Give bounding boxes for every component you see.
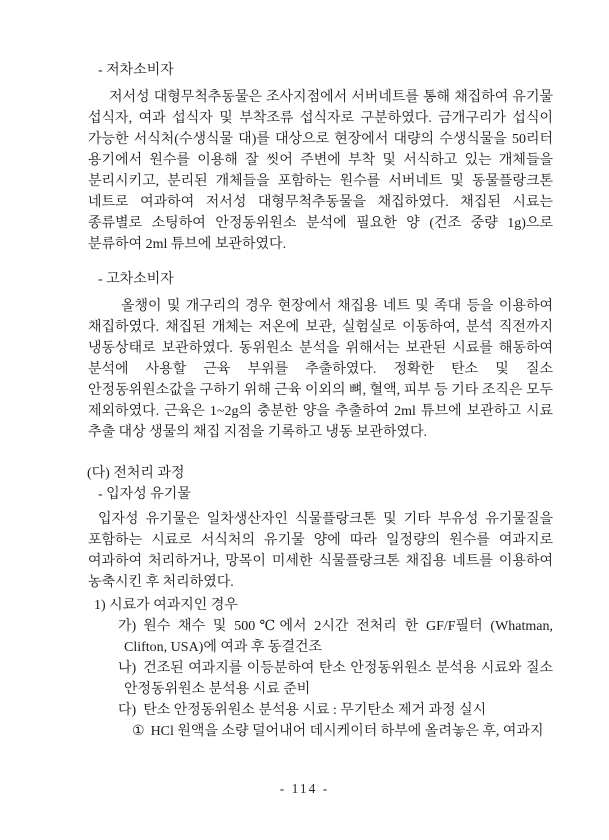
subsection-heading-particulate-organic-matter: - 입자성 유기물 — [98, 487, 191, 502]
list-item-substep-1 — [132, 721, 553, 742]
list-item-text: HCl 원액을 소량 덜어내어 데시케이터 하부에 올려놓은 후, 여과지 — [150, 724, 544, 739]
list-item-step-na — [118, 658, 553, 700]
list-item-label: 다) — [118, 703, 137, 718]
page-number: - 114 - — [279, 781, 330, 796]
paragraph-low-consumer: 저서성 대형무척추동물은 조사지점에서 서버네트를 통해 채집하여 유기물 섭식자, 여과 섭식자 및 부착조류 섭식자로 구분하였다. 금개구리가 섭식이 가능한 서식처(수생식물 대)를 대상으로 현장에서 대량의 수생식물을 50리터 용기에서 원수를 이용해 잘 씻어 주변에 부착 및 서식하고 있는 개체들을 분리시키고, 분리된 개체들을 포함하는 원수를 서버네트 및 동물플랑크톤 네트로 여과하여 저서성 대형무척추동물을 채집하였다. 채집된 시료는 종류별로 소팅하여 안정동위원소 분석에 필요한 양 (건조 중량 1g)으로 분류하여 2ml 튜브에 보관하였다. — [88, 90, 553, 252]
section-heading-pretreatment: (다) 전처리 과정 — [87, 466, 185, 481]
section-heading-high-consumer: - 고차소비자 — [98, 272, 174, 287]
paragraph-particulate-organic-matter: 입자성 유기물은 일차생산자인 식물플랑크톤 및 기타 부유성 유기물질을 포함하는 시료로 서식처의 유기물 양에 따라 일정량의 원수를 여과지로 여과하여 처리하거나, 망목이 미세한 식물플랑크톤 채집용 네트를 이용하여 농축시킨 후 처리하였다. — [88, 512, 553, 590]
list-item-text: 원수 채수 및 500℃에서 2시간 전처리 한 GF/F필터 (Whatman, Clifton, USA)에 여과 후 동결건조 — [124, 619, 553, 655]
list-item-step-da — [118, 700, 553, 721]
list-item-text: 탄소 안정동위원소 분석용 시료 : 무기탄소 제거 과정 실시 — [143, 703, 487, 718]
list-item-text: 건조된 여과지를 이등분하여 탄소 안정동위원소 분석용 시료와 질소 안정동위원소 분석용 시료 준비 — [124, 661, 553, 697]
list-item-label: ① — [132, 724, 145, 739]
paragraph-high-consumer: 올챙이 및 개구리의 경우 현장에서 채집용 네트 및 족대 등을 이용하여 채집하였다. 채집된 개체는 저온에 보관, 실험실로 이동하여, 분석 직전까지 냉동상태로 보관하였다. 동위원소 분석을 위해서는 보관된 시료를 해동하여 분석에 사용할 근육 부위를 추출하였다. 정확한 탄소 및 질소 안정동위원소값을 구하기 위해 근육 이외의 뼈, 혈액, 피부 등 기타 조직은 모두 제외하였다. 근육은 1~2g의 충분한 양을 추출하여 2ml 튜브에 보관하고 시료 추출 대상 생물의 채집 지점을 기록하고 냉동 보관하였다. — [88, 299, 553, 440]
list-item-label: 가) — [118, 619, 137, 634]
list-title-filter-case: 1) 시료가 여과지인 경우 — [94, 598, 238, 613]
section-heading-low-consumer: - 저차소비자 — [98, 63, 174, 78]
list-item-step-ga — [118, 616, 553, 658]
list-item-label: 나) — [118, 661, 137, 676]
